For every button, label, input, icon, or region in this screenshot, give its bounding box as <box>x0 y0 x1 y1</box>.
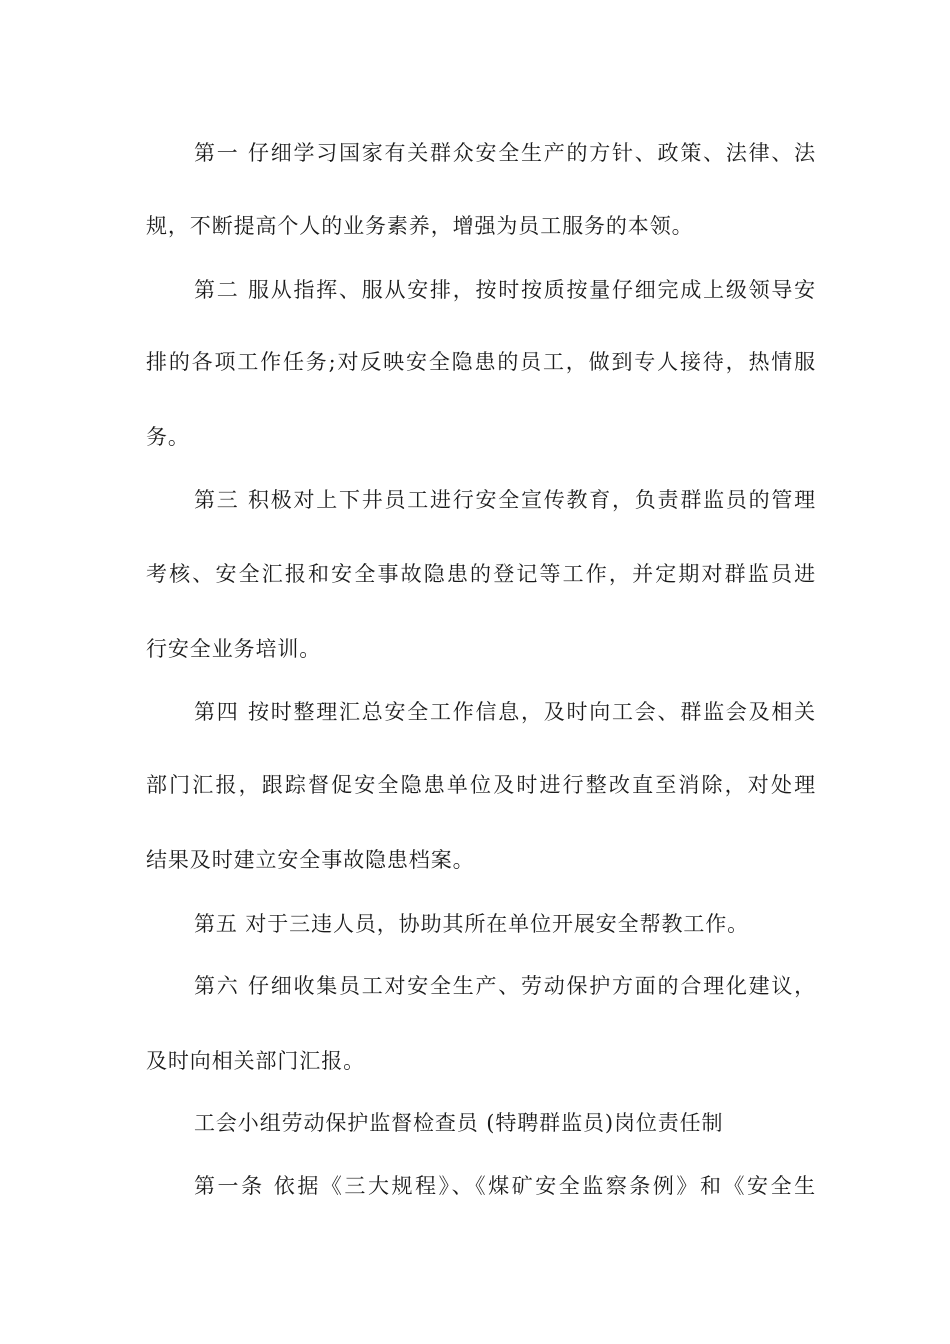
article-6-line-1: 第六 仔细收集员工对安全生产、劳动保护方面的合理化建议， <box>194 974 816 998</box>
article-5-line-1: 第五 对于三违人员，协助其所在单位开展安全帮教工作。 <box>194 912 750 936</box>
article-3-line-1: 第三 积极对上下井员工进行安全宣传教育，负责群监员的管理 <box>194 488 816 512</box>
article-2-line-1: 第二 服从指挥、服从安排，按时按质按量仔细完成上级领导安 <box>194 278 816 302</box>
article-3-line-3: 行安全业务培训。 <box>146 637 322 661</box>
article-2-line-2: 排的各项工作任务;对反映安全隐患的员工，做到专人接待，热情服 <box>146 350 816 374</box>
clause-1-line-1: 第一条 依据《三大规程》、《煤矿安全监察条例》和《安全生 <box>194 1174 816 1198</box>
article-4-line-1: 第四 按时整理汇总安全工作信息，及时向工会、群监会及相关 <box>194 700 816 724</box>
article-4-line-3: 结果及时建立安全事故隐患档案。 <box>146 848 475 872</box>
article-4-line-2: 部门汇报，跟踪督促安全隐患单位及时进行整改直至消除，对处理 <box>146 773 816 797</box>
article-3-line-2: 考核、安全汇报和安全事故隐患的登记等工作，并定期对群监员进 <box>146 562 816 586</box>
article-2-line-3: 务。 <box>146 425 190 449</box>
article-6-line-2: 及时向相关部门汇报。 <box>146 1049 365 1073</box>
article-1-line-1: 第一 仔细学习国家有关群众安全生产的方针、政策、法律、法 <box>194 141 816 165</box>
article-1-line-2: 规，不断提高个人的业务素养，增强为员工服务的本领。 <box>146 214 694 238</box>
section-heading: 工会小组劳动保护监督检查员 (特聘群监员)岗位责任制 <box>194 1111 724 1135</box>
